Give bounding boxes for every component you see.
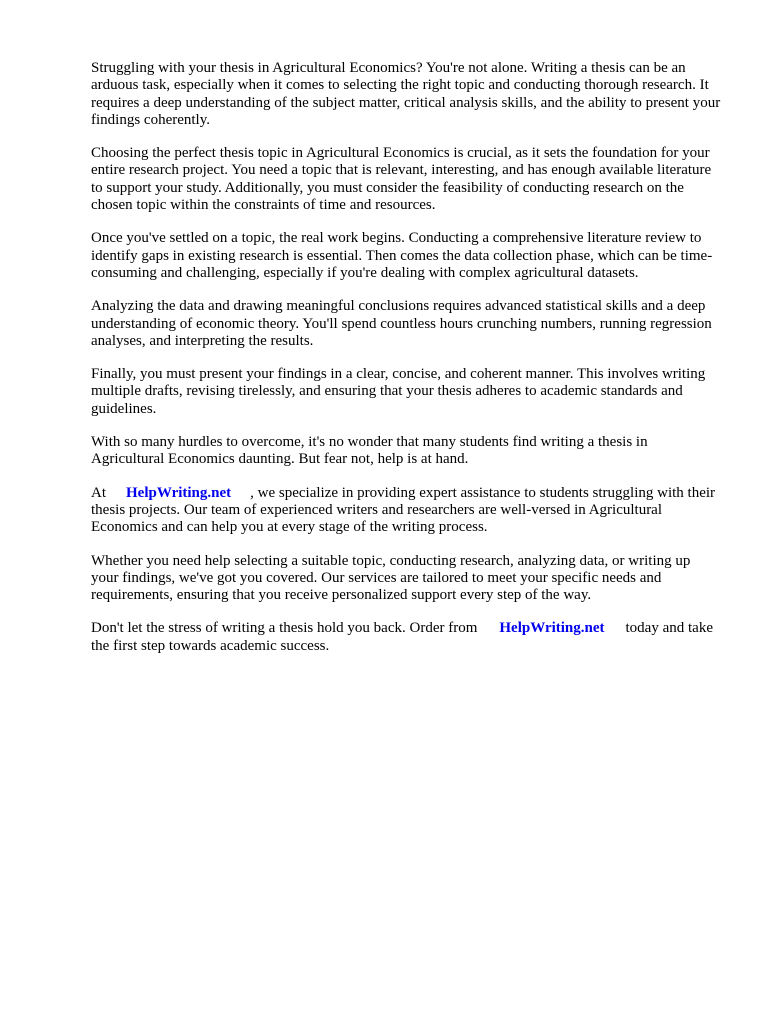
- paragraph-helpwriting-lead: At: [91, 484, 106, 501]
- paragraph-research: Once you've settled on a topic, the real work begins. Conducting a comprehensive literature review to identify gaps in existing research is essential. Then comes the data collection phase, which can be time-consuming and challenging, especially if you're dealing with complex agricultural datasets.: [91, 230, 713, 281]
- paragraph-helpwriting-rest: , we specialize in providing expert assistance to students struggling with their thesis projects. Our team of experienced writers and researchers are well-versed in Agricultural Economics and can help you at every stage of the writing process.: [91, 484, 716, 536]
- helpwriting-order-link[interactable]: HelpWriting.net: [499, 620, 605, 637]
- document-body: [91, 60, 721, 671]
- paragraph-topic: Choosing the perfect thesis topic in Agricultural Economics is crucial, as it sets the foundation for your entire research project. You need a topic that is relevant, interesting, and has enough available literature to support your study. Additionally, you must consider the feasibility of conducting research on the chosen topic within the constraints of time and resources.: [91, 145, 712, 214]
- paragraph-analysis: Analyzing the data and drawing meaningful conclusions requires advanced statistical skills and a deep understanding of economic theory. You'll spend countless hours crunching numbers, running regression analyses, and interpreting the results.: [91, 298, 712, 349]
- paragraph-order-lead: Don't let the stress of writing a thesis hold you back. Order from: [91, 620, 478, 637]
- paragraph-order-rest: today and take the first step towards academic success.: [91, 620, 713, 654]
- paragraph-hurdles: With so many hurdles to overcome, it's no wonder that many students find writing a thesis in Agricultural Economics daunting. But fear not, help is at hand.: [91, 434, 648, 468]
- paragraph-services: Whether you need help selecting a suitable topic, conducting research, analyzing data, or writing up your findings, we've got you covered. Our services are tailored to meet your specific needs and requirements, ensuring that you receive personalized support every step of the way.: [91, 552, 691, 604]
- helpwriting-link[interactable]: HelpWriting.net: [126, 484, 232, 501]
- paragraph-order: [91, 620, 721, 655]
- paragraph-helpwriting: [91, 485, 721, 537]
- paragraph-presentation: Finally, you must present your findings in a clear, concise, and coherent manner. This involves writing multiple drafts, revising tirelessly, and ensuring that your thesis adheres to academic standards and guidelines.: [91, 366, 706, 417]
- paragraph-intro: Struggling with your thesis in Agricultural Economics? You're not alone. Writing a thesis can be an arduous task, especially when it comes to selecting the right topic and conducting thorough research. It requires a deep understanding of the subject matter, critical analysis skills, and the ability to present your findings coherently.: [91, 60, 721, 128]
